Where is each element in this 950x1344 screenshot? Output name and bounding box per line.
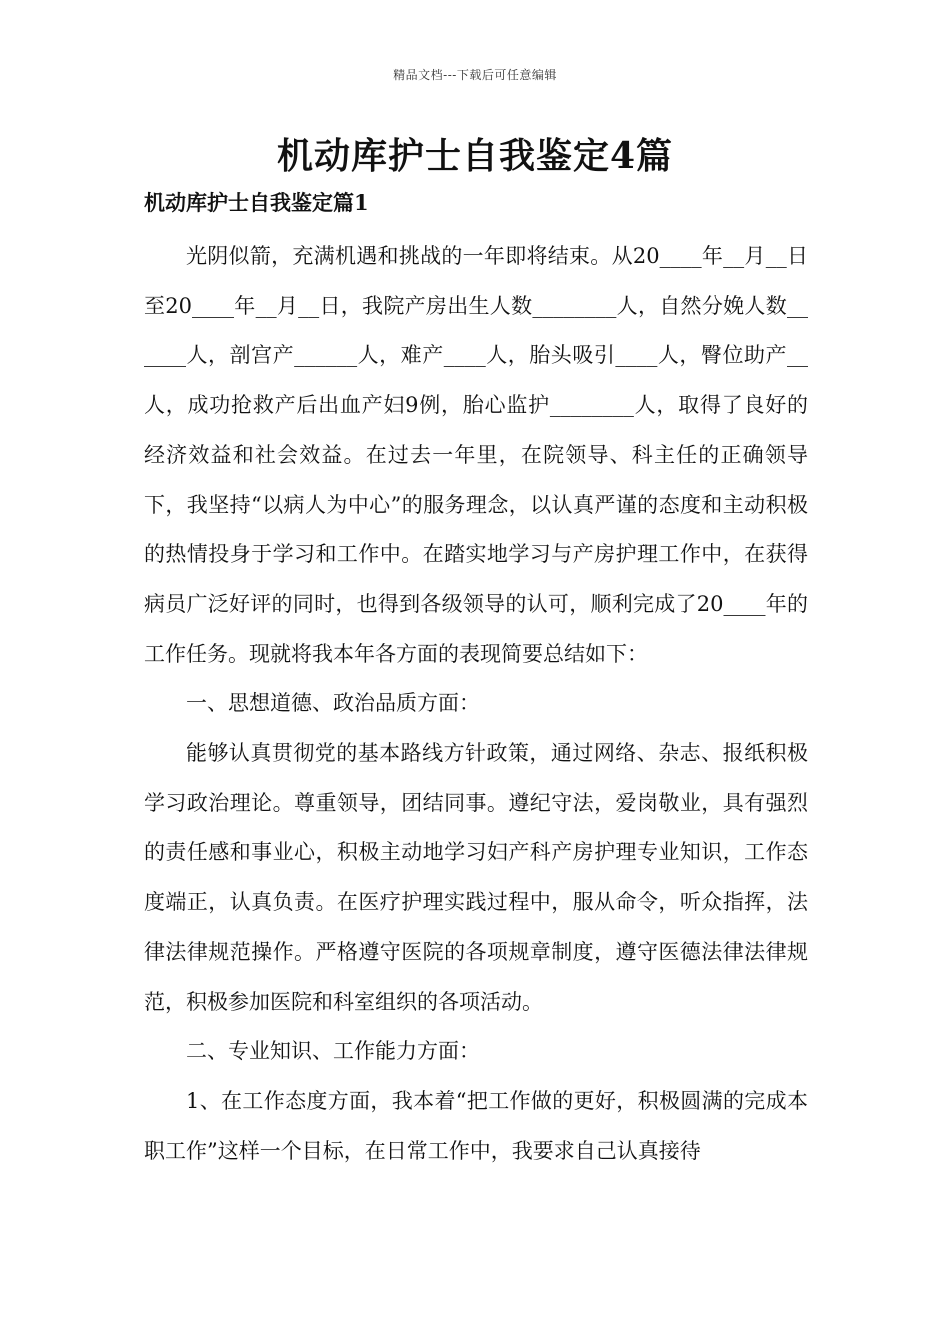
paragraph-work-attitude: 1、在工作态度方面，我本着“把工作做的更好，积极圆满的完成本职工作”这样一个目标，在日常工作中，我要求自己认真接待 bbox=[144, 1088, 808, 1163]
paragraph-ideology: 能够认真贯彻党的基本路线方针政策，通过网络、杂志、报纸积极学习政治理论。尊重领导，团结同事。遵纪守法，爱岗敬业，具有强烈的责任感和事业心，积极主动地学习妇产科产房护理专业知识，工作态度端正，认真负责。在医疗护理实践过程中，服从命令，听众指挥，法律法律规范操作。严格遵守医院的各项规章制度，遵守医德法律法律规范，积极参加医院和科室组织的各项活动。 bbox=[144, 741, 808, 1014]
document-body bbox=[144, 232, 808, 1176]
header-note: 精品文档---下载后可任意编辑 bbox=[393, 68, 557, 82]
heading-professional: 二、专业知识、工作能力方面： bbox=[186, 1039, 480, 1064]
paragraph-intro: 光阴似箭，充满机遇和挑战的一年即将结束。从20____年__月__日至20____年__月__日，我院产房出生人数________人，自然分娩人数______人，剖宫产______人，难产____人，胎头吸引____人，臀位助产__人，成功抢救产后出血产妇9例，胎心监护________人，取得了良好的经济效益和社会效益。在过去一年里，在院领导、科主任的正确领导下，我坚持“以病人为中心”的服务理念，以认真严谨的态度和主动积极的热情投身于学习和工作中。在踏实地学习与产房护理工作中，在获得病员广泛好评的同时，也得到各级领导的认可，顺利完成了20____年的工作任务。现就将我本年各方面的表现简要总结如下： bbox=[144, 244, 808, 666]
heading-ideology: 一、思想道德、政治品质方面： bbox=[186, 691, 480, 716]
document-title: 机动库护士自我鉴定4篇 bbox=[276, 135, 674, 177]
section-title: 机动库护士自我鉴定篇1 bbox=[144, 190, 369, 215]
